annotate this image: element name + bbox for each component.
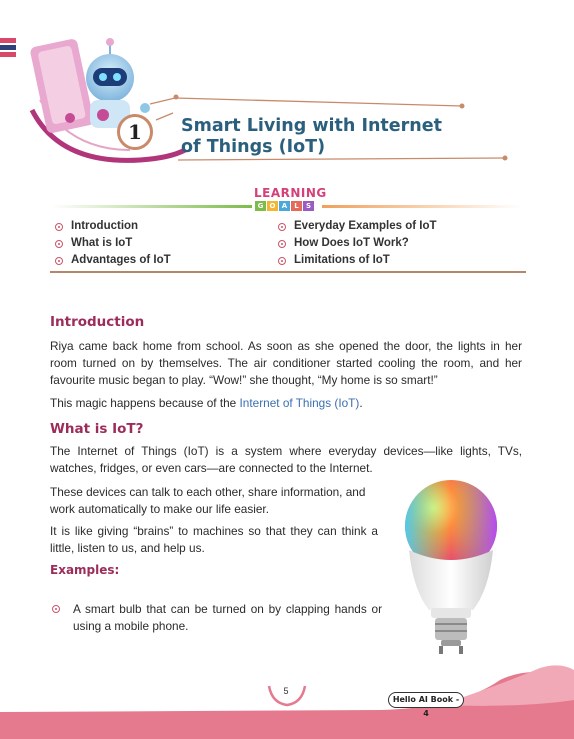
what-is-iot-paragraph: The Internet of Things (IoT) is a system where everyday devices—like lights, TVs, watches, fridges, or even cars—are connected to the Internet. — [50, 444, 522, 475]
goals-letter: O — [267, 201, 278, 211]
bullet-icon — [55, 223, 63, 231]
goal-item: Advantages of IoT — [55, 253, 171, 268]
introduction-paragraph-2: This magic happens because of the Internet of Things (IoT). — [50, 396, 363, 410]
goals-divider — [50, 271, 526, 273]
chapter-title-line2: of Things (IoT) — [181, 137, 326, 157]
goal-item: Introduction — [55, 219, 171, 234]
page-number: 5 — [283, 686, 289, 696]
goals-line-left — [52, 205, 252, 208]
introduction-heading: Introduction — [50, 314, 145, 330]
examples-heading: Examples: — [50, 563, 120, 577]
goal-item: How Does IoT Work? — [278, 236, 437, 251]
iot-link[interactable]: Internet of Things (IoT) — [239, 396, 360, 410]
book-name-badge: Hello AI Book - 4 — [388, 692, 464, 708]
example-item: A smart bulb that can be turned on by clapping hands or using a mobile phone. — [52, 601, 382, 635]
goal-item: Limitations of IoT — [278, 253, 437, 268]
goal-item: Everyday Examples of IoT — [278, 219, 437, 234]
what-is-iot-heading: What is IoT? — [50, 421, 144, 437]
bullet-icon — [278, 223, 286, 231]
goals-letter: A — [279, 201, 290, 211]
goal-item: What is IoT — [55, 236, 171, 251]
bullet-icon — [55, 257, 63, 265]
chapter-title-line1: Smart Living with Internet — [181, 116, 442, 136]
bullet-icon — [52, 605, 60, 613]
devices-paragraph: These devices can talk to each other, share information, and work automatically to make our life easier. — [50, 485, 366, 516]
chapter-title — [181, 116, 481, 158]
goals-letter: L — [291, 201, 302, 211]
goals-line-right — [322, 205, 522, 208]
chapter-number-badge: 1 — [117, 114, 153, 150]
bullet-icon — [278, 240, 286, 248]
goals-letter: G — [255, 201, 266, 211]
goals-letter: S — [303, 201, 314, 211]
goals-list-left — [55, 219, 171, 268]
bullet-icon — [278, 257, 286, 265]
learning-goals-title: LEARNING — [254, 186, 327, 200]
brains-paragraph: It is like giving “brains” to machines so that they can think a little, listen to us, and help us. — [50, 524, 378, 555]
smart-bulb-image — [403, 480, 503, 680]
bullet-icon — [55, 240, 63, 248]
introduction-paragraph: Riya came back home from school. As soon as she opened the door, the lights in her room turned on by themselves. The air conditioner started cooling the room, and her favourite music began to play. “Wow!” she thought, “My home is so smart!” — [50, 339, 522, 387]
goals-list-right — [278, 219, 437, 268]
goals-letter-tiles — [255, 201, 314, 211]
